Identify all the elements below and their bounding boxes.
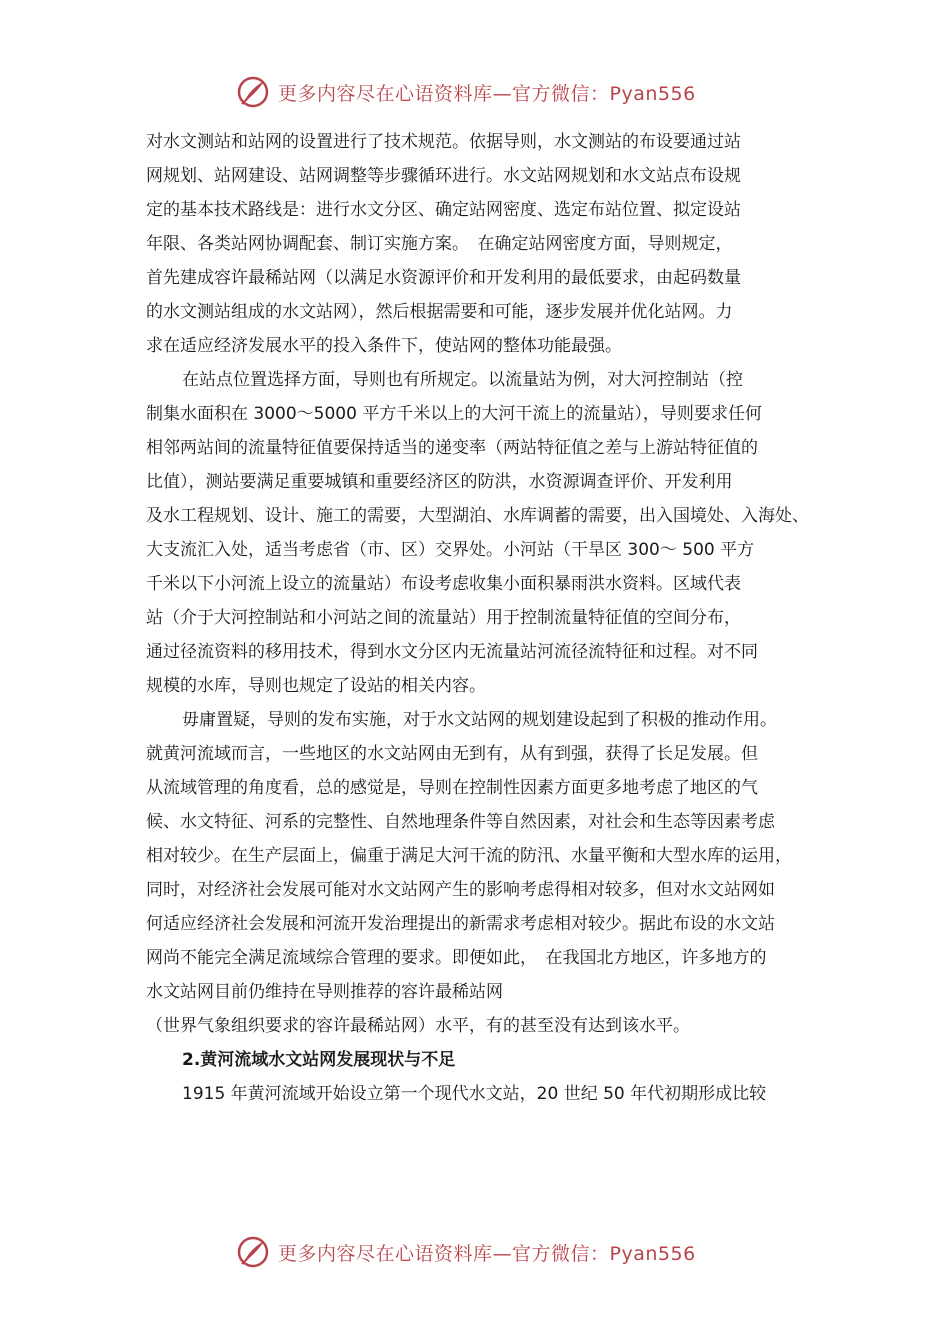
text-line: 网尚不能完全满足流域综合管理的要求。即便如此， 在我国北方地区，许多地方的 [146, 948, 767, 968]
text-line: 水文站网目前仍维持在导则推荐的容许最稀站网 [146, 982, 503, 1002]
text-line: 规模的水库，导则也规定了设站的相关内容。 [146, 676, 486, 696]
quill-logo-icon [236, 75, 270, 109]
paragraph-start-line: 毋庸置疑，导则的发布实施，对于水文站网的规划建设起到了积极的推动作用。 [182, 710, 777, 730]
header-watermark [236, 72, 696, 112]
text-line: 年限、各类站网协调配套、制订实施方案。 在确定站网密度方面，导则规定， [146, 234, 733, 254]
document-body [146, 125, 826, 1111]
text-line: 制集水面积在 3000～5000 平方千米以上的大河干流上的流量站），导则要求任何 [146, 404, 762, 424]
text-line: 相邻两站间的流量特征值要保持适当的递变率（两站特征值之差与上游站特征值的 [146, 438, 758, 458]
text-line: 求在适应经济发展水平的投入条件下，使站网的整体功能最强。 [146, 336, 622, 356]
section-heading: 2.黄河流域水文站网发展现状与不足 [182, 1050, 456, 1070]
text-line: 何适应经济社会发展和河流开发治理提出的新需求考虑相对较少。据此布设的水文站 [146, 914, 775, 934]
text-line: 同时，对经济社会发展可能对水文站网产生的影响考虑得相对较多，但对水文站网如 [146, 880, 775, 900]
text-line: 从流域管理的角度看，总的感觉是，导则在控制性因素方面更多地考虑了地区的气 [146, 778, 758, 798]
footer-watermark [236, 1232, 696, 1272]
watermark-text: 更多内容尽在心语资料库—官方微信：Pyan556 [278, 1242, 696, 1265]
text-line: 大支流汇入处，适当考虑省（市、区）交界处。小河站（干旱区 300～ 500 平方 [146, 540, 755, 560]
text-line: 定的基本技术路线是：进行水文分区、确定站网密度、选定布站位置、拟定设站 [146, 200, 741, 220]
text-line: 千米以下小河流上设立的流量站）布设考虑收集小面积暴雨洪水资料。区域代表 [146, 574, 741, 594]
text-line: 通过径流资料的移用技术，得到水文分区内无流量站河流径流特征和过程。对不同 [146, 642, 758, 662]
paragraph-start-line: 在站点位置选择方面，导则也有所规定。以流量站为例，对大河控制站（控 [182, 370, 743, 390]
text-line: 首先建成容许最稀站网（以满足水资源评价和开发利用的最低要求，由起码数量 [146, 268, 741, 288]
text-line: 的水文测站组成的水文站网），然后根据需要和可能，逐步发展并优化站网。力 [146, 302, 733, 322]
watermark-text: 更多内容尽在心语资料库—官方微信：Pyan556 [278, 82, 696, 105]
text-line: （世界气象组织要求的容许最稀站网）水平，有的甚至没有达到该水平。 [146, 1016, 690, 1036]
text-line: 候、水文特征、河系的完整性、自然地理条件等自然因素，对社会和生态等因素考虑 [146, 812, 775, 832]
text-line: 站（介于大河控制站和小河站之间的流量站）用于控制流量特征值的空间分布， [146, 608, 741, 628]
text-line: 比值），测站要满足重要城镇和重要经济区的防洪，水资源调查评价、开发利用 [146, 472, 733, 492]
text-line: 网规划、站网建设、站网调整等步骤循环进行。水文站网规划和水文站点布设规 [146, 166, 741, 186]
text-line: 及水工程规划、设计、施工的需要，大型湖泊、水库调蓄的需要，出入国境处、入海处、 [146, 506, 809, 526]
paragraph-start-line: 1915 年黄河流域开始设立第一个现代水文站，20 世纪 50 年代初期形成比较 [182, 1084, 767, 1104]
text-line: 相对较少。在生产层面上，偏重于满足大河干流的防汛、水量平衡和大型水库的运用， [146, 846, 792, 866]
text-line: 对水文测站和站网的设置进行了技术规范。依据导则，水文测站的布设要通过站 [146, 132, 741, 152]
text-line: 就黄河流域而言，一些地区的水文站网由无到有，从有到强，获得了长足发展。但 [146, 744, 758, 764]
quill-logo-icon [236, 1235, 270, 1269]
